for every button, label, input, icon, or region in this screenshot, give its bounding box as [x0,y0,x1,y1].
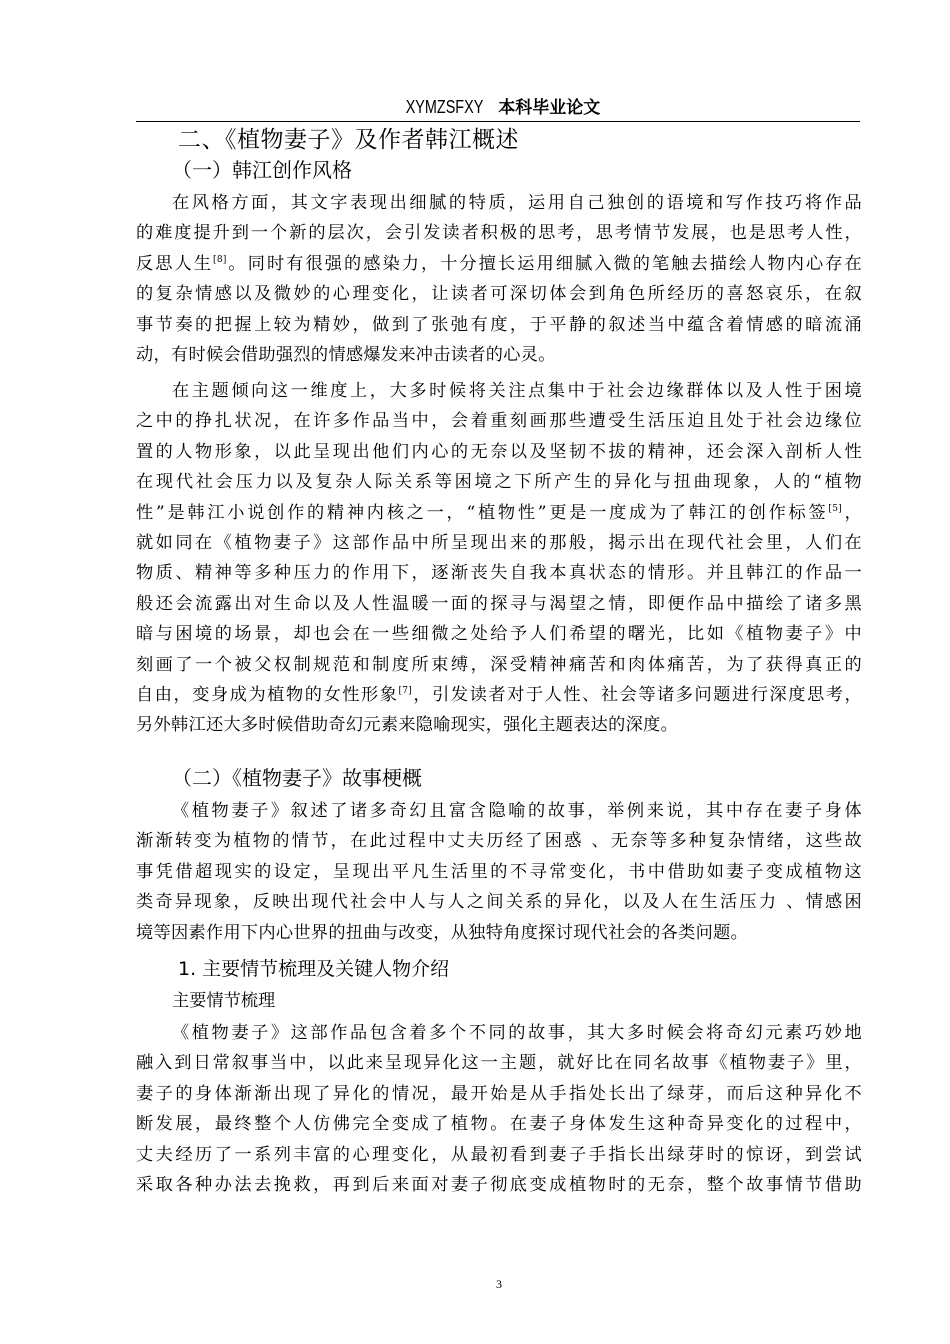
text-line: 动，有时候会借助强烈的情感爆发来冲击读者的心灵。 [136,345,556,366]
citation-8[interactable]: [8] [213,254,227,265]
page-number: 3 [496,1277,502,1291]
citation-7[interactable]: [7] [398,686,413,697]
subsection-title-2: （二）《植物妻子》故事梗概 [172,766,422,790]
paragraph-plot [136,1018,862,1200]
text-line: 采取各种办法去挽救，再到后来面对妻子彻底变成植物时的无奈，整个故事情节借助 [136,1175,862,1196]
text-line: 断发展，最终整个人仿佛完全变成了植物。在妻子身体发生这种奇异变化的过程中， [136,1114,862,1135]
text-line: 反思人生[8]。同时有很强的感染力，十分擅长运用细腻入微的笔触去描绘人物内心存在 [136,253,862,274]
text-line: 置的人物形象，以此呈现出他们内心的无奈以及坚韧不拔的精神，还会深入剖析人性 [136,441,862,462]
text-line: 类奇异现象，反映出现代社会中人与人之间关系的异化，以及人在生活压力 、情感困 [136,892,862,913]
text-line: 之中的挣扎状况，在许多作品当中，会着重刻画那些遭受生活压迫且处于社会边缘位 [136,411,862,432]
text-line: 事节奏的把握上较为精妙，做到了张弛有度，于平静的叙述当中蕴含着情感的暗流涌 [136,314,862,335]
text-line: 的复杂情感以及微妙的心理变化，让读者可深切体会到角色所经历的喜怒哀乐，在叙 [136,284,862,305]
header-institution-code: XYMZSFXY [405,97,484,117]
text-line: 事凭借超现实的设定，呈现出平凡生活里的不寻常变化，书中借助如妻子变成植物这 [136,861,862,882]
citation-5[interactable]: [5] [828,503,843,514]
text-line: 般还会流露出对生命以及人性温暖一面的探寻与渴望之情，即便作品中描绘了诸多黑 [136,593,862,614]
header-document-type: 本科毕业论文 [498,98,601,118]
text-line: 的难度提升到一个新的层次，会引发读者积极的思考，思考情节发展，也是思考人性， [136,223,862,244]
text-line: 就如同在《植物妻子》这部作品中所呈现出来的那般，揭示出在现代社会里，人们在 [136,533,862,554]
text-line: 境等因素作用下内心世界的扭曲与改变，从独特角度探讨现代社会的各类问题。 [136,922,749,943]
text-line: 《植物妻子》这部作品包含着多个不同的故事，其大多时候会将奇幻元素巧妙地 [172,1023,862,1043]
text-line: 刻画了一个被父权制规范和制度所束缚，深受精神痛苦和肉体痛苦，为了获得真正的 [136,654,862,675]
item-title-1: 1. 主要情节梳理及关键人物介绍 [178,958,450,980]
text-line: 丈夫经历了一系列丰富的心理变化，从最初看到妻子手指长出绿芽时的惊讶，到尝试 [136,1144,862,1165]
subsection-title-1: （一）韩江创作风格 [172,158,352,182]
text-line: 自由，变身成为植物的女性形象[7]，引发读者对于人性、社会等诸多问题进行深度思考， [136,685,863,706]
text-line: 另外韩江还大多时候借助奇幻元素来隐喻现实，强化主题表达的深度。 [136,715,679,736]
text-line: 渐渐转变为植物的情节，在此过程中丈夫历经了困惑 、无奈等多种复杂情绪，这些故 [136,831,862,852]
section-title: 二、《植物妻子》及作者韩江概述 [178,127,519,153]
plot-summary-label: 主要情节梳理 [172,991,276,1011]
text-line: 物质、精神等多种压力的作用下，逐渐丧失自我本真状态的情形。并且韩江的作品一 [136,563,862,584]
running-header [136,96,860,119]
text-line: 在现代社会压力以及复杂人际关系等困境之下所产生的异化与扭曲现象，人的“植物 [136,472,862,493]
text-line: 暗与困境的场景，却也会在一些细微之处给予人们希望的曙光，比如《植物妻子》中 [136,624,862,645]
text-line: 融入到日常叙事当中，以此来呈现异化这一主题，就好比在同名故事《植物妻子》里， [136,1053,862,1074]
paragraph-synopsis [136,796,862,948]
text-line: 妻子的身体渐渐出现了异化的情况，最开始是从手指处长出了绿芽，而后这种异化不 [136,1083,862,1104]
paragraph-style [136,188,862,370]
paragraph-theme [136,376,862,741]
text-line: 在主题倾向这一维度上，大多时候将关注点集中于社会边缘群体以及人性于困境 [172,381,862,401]
header-rule [136,121,860,122]
text-line: 在风格方面，其文字表现出细腻的特质，运用自己独创的语境和写作技巧将作品 [172,193,862,213]
text-line: 《植物妻子》叙述了诸多奇幻且富含隐喻的故事，举例来说，其中存在妻子身体 [172,801,862,821]
text-line: 性”是韩江小说创作的精神内核之一，“植物性”更是一度成为了韩江的创作标签[5]， [136,502,862,523]
